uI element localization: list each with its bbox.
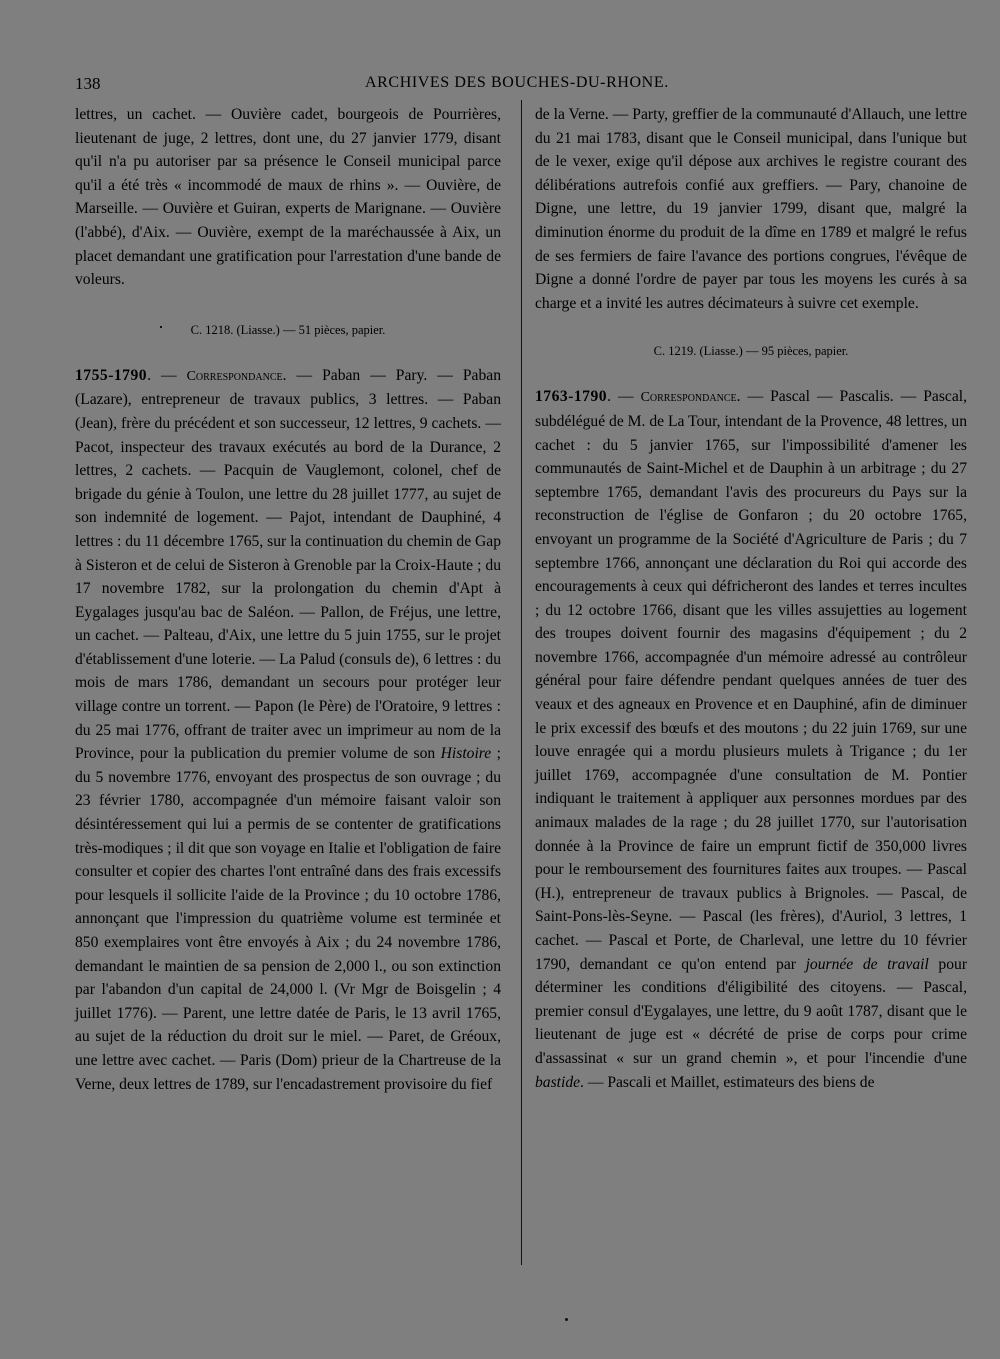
entry-text-b: pour déterminer les conditions d'éligibilité des citoyens. — Pascal, premier consul d'Eygalayes, une lettre, du 9 août 1787, disant que le lieutenant de juge est « décrété de prise de corps pour crime d'assassinat « sur un grand chemin », et pour l'incendie d'une: [535, 955, 968, 1067]
entry-text-a: . — Pascal — Pascalis. — Pascal, subdélégué de M. de La Tour, intendant de la Provence, 48 lettres, un cachet : du 5 janvier 1765, sur l'impossibilité d'amener les communautés de Saint-Michel et de Dauphin à un arbitrage ; du 27 septembre 1765, demandant l'avis des procureurs du Pays sur la reconstruction de l'église de Gonfaron ; du 20 octobre 1765, envoyant un programme de la Société d'Agriculture de Paris ; du 7 septembre 1766, annonçant une déclaration du Roi qui accorde des encouragements à ceux qui défricheront des landes et terres incultes ; du 12 octobre 1766, disant que les villes assujetties au logement des troupes doivent fournir des magasins d'équipement ; du 2 novembre 1766, accompagnée d'un mémoire adressé au contrôleur général pour faire défendre pendant quelques années de tuer des veaux et des agneaux en Provence et en Dauphiné, afin de diminuer le prix excessif des bœufs et des moutons ; du 22 juin 1769, sur une louve enragée qui a mordu plusieurs mulets à Trigance ; du 1er juillet 1769, accompagnée d'une consultation de M. Pontier indiquant le traitement à appliquer aux personnes mordues par des animaux malades de la rage ; du 28 juillet 1770, sur l'autorisation donnée à la Province de faire un emprunt fictif de 350,000 livres pour le remboursement des fournitures faites aux troupes. — Pascal (H.), entrepreneur de travaux publics à Brignoles. — Pascal, de Saint-Pons-lès-Seyne. — Pascal (les frères), d'Auriol, 3 lettres, 1 cachet. — Pascal et Porte, de Charleval, une lettre du 10 février 1790, demandant ce qu'on entend par: [535, 388, 967, 973]
liasse-caption-1218: C. 1218. (Liasse.) — 51 pièces, papier.: [190, 322, 386, 337]
entry-separator: . —: [607, 388, 641, 406]
entry-label: Correspondance: [186, 368, 283, 384]
entry-text-a: . — Paban — Pary. — Paban (Lazare), entrepreneur de travaux publics, 3 lettres. — Paban (Jean), frère du précédent et son successeur, 12 lettres, 9 cachets. — Pacot, inspecteur des travaux exécutés au bord de la Durance, 2 lettres, 2 cachets. — Pacquin de Vauglemont, colonel, chef de brigade du génie à Toulon, une lettre du 28 juillet 1777, au sujet de son indemnité de logement. — Pajot, intendant de Dauphiné, 4 lettres : du 11 décembre 1765, sur la continuation du chemin de Gap à Sisteron et de celui de Sisteron à Grenoble par la Croix-Haute ; du 17 novembre 1782, sur la prolongation du chemin d'Apt à Eygalages jusqu'au bac de Saléon. — Pallon, de Fréjus, une lettre, un cachet. — Palteau, d'Aix, une lettre du 5 juin 1755, sur le projet d'établissement d'une loterie. — La Palud (consuls de), 6 lettres : du mois de mars 1786, demandant un secours pour protéger leur village contre un torrent. — Papon (le Père) de l'Oratoire, 9 lettres : du 25 mai 1776, offrant de traiter avec un imprimeur au nom de la Province, pour la publication du premier volume de son: [75, 366, 501, 763]
page-number: 138: [75, 74, 101, 93]
entry-paragraph: [535, 385, 967, 1094]
entry-label: Correspondance: [640, 390, 737, 406]
right-intro-paragraph: de la Verne. — Party, greffier de la communauté d'Allauch, une lettre du 21 mai 1783, disant que le Conseil municipal, dans l'unique but de le vexer, exige qu'il dépose aux archives le registre courant des délibérations autrefois confié aux greffiers. — Pary, chanoine de Digne, une lettre, du 19 janvier 1799, disant que, malgré la diminution énorme du produit de la dîme en 1789 et malgré le refus de ses fermiers de faire l'avance des portions congrues, l'évêque de Digne a donné l'ordre de payer par tous les moyens les curés à sa charge et a invité les autres décimateurs à suivre cet exemple.: [535, 106, 967, 312]
left-column: [75, 103, 501, 1096]
entry-italic-title: Histoire: [440, 745, 492, 763]
entry-text-b: ; du 5 novembre 1776, envoyant des prospectus de son ouvrage ; du 23 février 1780, accompagnée d'un mémoire faisant valoir son désintéressement qui lui a permis de se contenter de gratifications très-modiques ; il dit que son voyage en Italie et l'obligation de faire consulter et copier des chartes l'ont entraîné dans des frais excessifs pour lesquels il sollicite l'aide de la Province ; du 10 octobre 1786, annonçant que l'impression du quatrième volume est terminée et 850 exemplaires vont être envoyés à Aix ; du 24 novembre 1786, demandant le maintien de sa pension de 2,000 l., ou son extinction par l'abandon d'un capital de 24,000 l. (Vr Mgr de Boisgelin ; 4 juillet 1776). — Parent, une lettre datée de Paris, le 13 avril 1765, au sujet de la réduction du droit sur le miel. — Paret, de Gréoux, une lettre avec cachet. — Paris (Dom) prieur de la Chartreuse de la Verne, deux lettres de 1789, sur l'encadastrement provisoire du fief: [75, 745, 501, 1093]
entry-date-range: 1763-1790: [535, 388, 608, 406]
liasse-caption-1219: C. 1219. (Liasse.) — 95 pièces, papier.: [653, 344, 849, 359]
entry-italic-word: bastide: [535, 1073, 581, 1091]
entry-1755-1790: [75, 364, 501, 1096]
right-column: [535, 103, 967, 1094]
entry-text-c: . — Pascali et Maillet, estimateurs des biens de: [580, 1073, 875, 1091]
column-divider: [521, 100, 522, 1265]
entry-1763-1790: [535, 385, 967, 1094]
entry-separator: . —: [147, 366, 187, 384]
entry-date-range: 1755-1790: [75, 366, 148, 384]
print-speck: [565, 1318, 568, 1321]
entry-paragraph: [75, 364, 501, 1096]
entry-italic-phrase: journée de travail: [805, 955, 929, 973]
running-head: ARCHIVES DES BOUCHES-DU-RHONE.: [365, 74, 669, 91]
left-intro-paragraph: lettres, un cachet. — Ouvière cadet, bourgeois de Pourrières, lieutenant de juge, 2 lettres, dont une, du 27 janvier 1779, disant qu'il n'a pu autoriser par sa présence le Conseil municipal parce qu'il a été très « incommodé de maux de rhins ». — Ouvière, de Marseille. — Ouvière et Guiran, experts de Marignane. — Ouvière (l'abbé), d'Aix. — Ouvière, exempt de la maréchaussée à Aix, un placet demandant une gratification pour l'arrestation d'une bande de voleurs.: [75, 106, 501, 289]
